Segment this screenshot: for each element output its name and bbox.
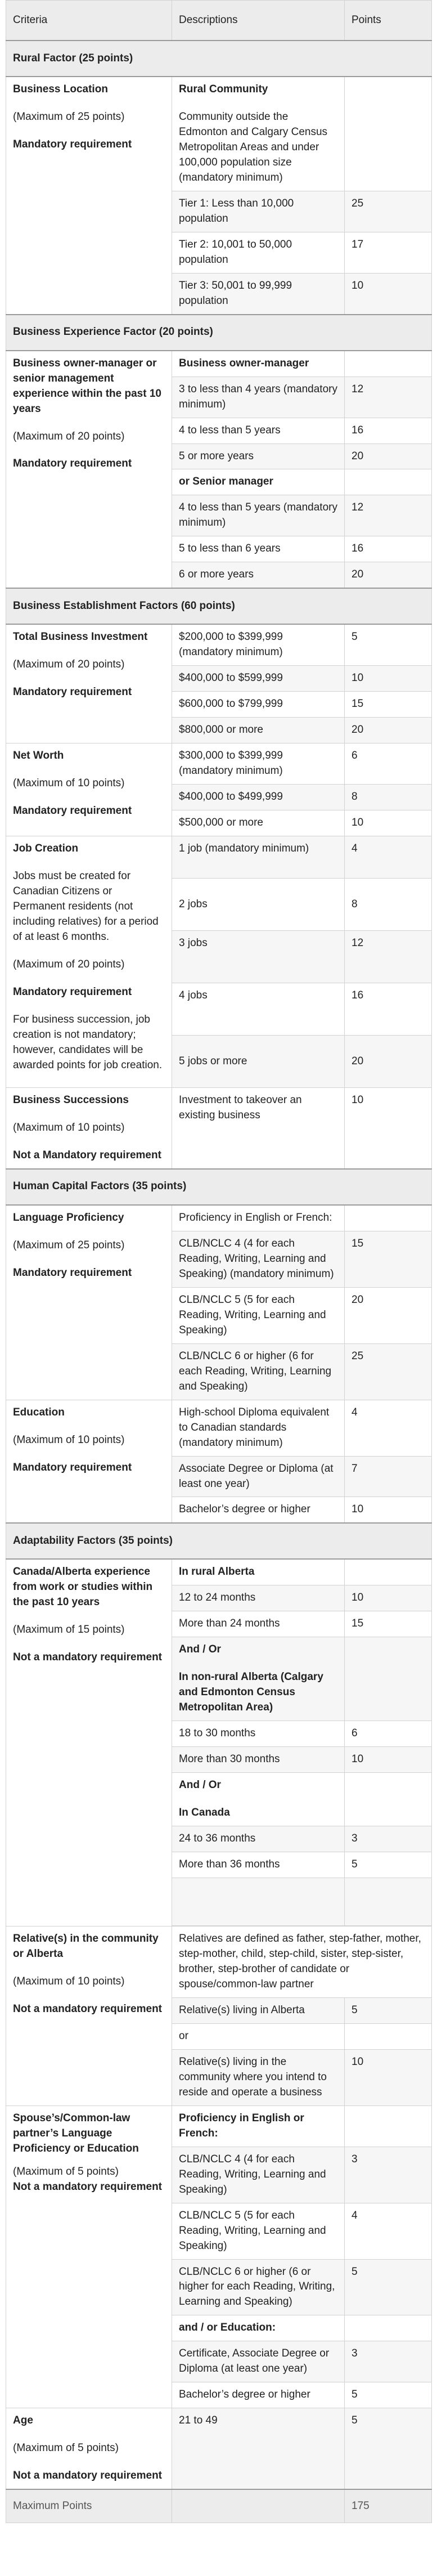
description-heading bbox=[172, 1637, 345, 1721]
criteria-max: (Maximum of 25 points) bbox=[13, 110, 125, 123]
points-cell: 10 bbox=[345, 273, 432, 314]
table-header-row bbox=[6, 1, 432, 41]
points-cell: 16 bbox=[345, 536, 432, 562]
description-cell: $800,000 or more bbox=[172, 718, 345, 743]
table-row bbox=[6, 1205, 432, 1231]
points-cell: 10 bbox=[345, 1088, 432, 1169]
description-cell: Bachelor’s degree or higher bbox=[172, 1497, 345, 1523]
points-cell: 20 bbox=[345, 1287, 432, 1343]
criteria-name: Net Worth bbox=[13, 750, 64, 762]
points-cell: 5 bbox=[345, 2382, 432, 2408]
description-cell: CLB/NCLC 5 (5 for each Reading, Writing, Learning and Speaking) bbox=[172, 2203, 345, 2259]
section-row bbox=[6, 588, 432, 624]
description-cell: 21 to 49 bbox=[172, 2408, 345, 2489]
points-cell: 5 bbox=[345, 1997, 432, 2023]
section-title: Business Establishment Factors (60 points) bbox=[6, 588, 432, 624]
points-cell: 16 bbox=[345, 418, 432, 443]
points-cell: 17 bbox=[345, 232, 432, 273]
points-cell: 5 bbox=[345, 2259, 432, 2315]
points-cell bbox=[345, 1773, 432, 1826]
criteria-requirement: Mandatory requirement bbox=[13, 458, 132, 470]
criteria-max: (Maximum of 20 points) bbox=[13, 958, 125, 970]
points-cell: 15 bbox=[345, 1231, 432, 1287]
criteria-requirement: Not a mandatory requirement bbox=[13, 2180, 162, 2193]
criteria-note: For business succession, job creation is not mandatory; however, candidates will be awarded points for job creation. bbox=[13, 1013, 163, 1071]
points-cell: 7 bbox=[345, 1456, 432, 1497]
maximum-points-row bbox=[6, 2489, 432, 2523]
criteria-max: (Maximum of 5 points) bbox=[13, 2165, 119, 2178]
descriptions-header: Descriptions bbox=[172, 1, 345, 41]
criteria-name: Canada/Alberta experience from work or studies within the past 10 years bbox=[13, 1566, 153, 1609]
points-cell: 6 bbox=[345, 743, 432, 785]
table-row bbox=[6, 1559, 432, 1585]
criteria-requirement: Mandatory requirement bbox=[13, 1461, 132, 1473]
criteria-name: Total Business Investment bbox=[13, 631, 148, 643]
points-cell: 15 bbox=[345, 692, 432, 718]
description-cell: 4 jobs bbox=[172, 983, 345, 1036]
section-row bbox=[6, 41, 432, 77]
description-cell: More than 24 months bbox=[172, 1611, 345, 1637]
points-cell bbox=[345, 2315, 432, 2341]
criteria-requirement: Not a mandatory requirement bbox=[13, 2470, 162, 2482]
criteria-max: (Maximum of 10 points) bbox=[13, 1433, 125, 1446]
criteria-requirement: Mandatory requirement bbox=[13, 686, 132, 698]
description-cell: CLB/NCLC 5 (5 for each Reading, Writing, Learning and Speaking) bbox=[172, 1287, 345, 1343]
points-cell: 6 bbox=[345, 1721, 432, 1747]
criteria-name: Job Creation bbox=[13, 843, 79, 855]
criteria-cell bbox=[6, 77, 172, 315]
table-row bbox=[6, 2408, 432, 2489]
points-cell: 15 bbox=[345, 1611, 432, 1637]
criteria-name: Relative(s) in the community or Alberta bbox=[13, 1933, 159, 1960]
description-cell: Associate Degree or Diploma (at least one year) bbox=[172, 1456, 345, 1497]
points-cell: 3 bbox=[345, 2147, 432, 2203]
description-cell: or bbox=[172, 2023, 345, 2049]
description-cell: $600,000 to $799,999 bbox=[172, 692, 345, 718]
points-cell bbox=[345, 351, 432, 377]
maximum-points-spacer bbox=[172, 2489, 345, 2523]
description-cell: 24 to 36 months bbox=[172, 1826, 345, 1852]
points-cell bbox=[345, 1205, 432, 1231]
criteria-max: (Maximum of 20 points) bbox=[13, 430, 125, 442]
section-row bbox=[6, 1523, 432, 1559]
criteria-requirement: Not a mandatory requirement bbox=[13, 2002, 162, 2015]
criteria-name: Business Location bbox=[13, 83, 108, 95]
table-row bbox=[6, 2105, 432, 2147]
points-cell: 20 bbox=[345, 443, 432, 469]
table-row bbox=[6, 77, 432, 191]
points-cell bbox=[345, 2023, 432, 2049]
points-cell bbox=[345, 469, 432, 495]
section-title: Adaptability Factors (35 points) bbox=[6, 1523, 432, 1559]
points-cell: 8 bbox=[345, 785, 432, 810]
criteria-max: (Maximum of 25 points) bbox=[13, 1239, 125, 1251]
table-row bbox=[6, 1927, 432, 1998]
points-cell: 5 bbox=[345, 1852, 432, 1878]
points-header: Points bbox=[345, 1, 432, 41]
description-cell: Tier 2: 10,001 to 50,000 population bbox=[172, 232, 345, 273]
description-heading: and / or Education: bbox=[172, 2315, 345, 2341]
points-cell: 8 bbox=[345, 879, 432, 931]
table-row bbox=[6, 624, 432, 665]
description-heading: In rural Alberta bbox=[172, 1559, 345, 1585]
description-cell: Investment to takeover an existing business bbox=[172, 1088, 345, 1169]
criteria-name: Business Successions bbox=[13, 1094, 129, 1106]
maximum-points-value: 175 bbox=[345, 2489, 432, 2523]
description-cell: $400,000 to $499,999 bbox=[172, 785, 345, 810]
points-cell: 5 bbox=[345, 624, 432, 665]
table-row bbox=[6, 1400, 432, 1456]
description-cell: More than 36 months bbox=[172, 1852, 345, 1878]
description-cell: 5 jobs or more bbox=[172, 1036, 345, 1088]
points-cell: 20 bbox=[345, 718, 432, 743]
points-table bbox=[6, 0, 432, 2523]
connector-text: And / Or bbox=[179, 1779, 221, 1791]
description-cell: 1 job (mandatory minimum) bbox=[172, 836, 345, 879]
description-cell: CLB/NCLC 6 or higher (6 for each Reading, Writing, Learning and Speaking) bbox=[172, 1343, 345, 1400]
criteria-requirement: Mandatory requirement bbox=[13, 805, 132, 817]
criteria-max: (Maximum of 10 points) bbox=[13, 777, 125, 790]
criteria-max: (Maximum of 20 points) bbox=[13, 658, 125, 671]
criteria-cell bbox=[6, 836, 172, 1088]
description-heading bbox=[172, 1773, 345, 1826]
description-heading: Proficiency in English or French: bbox=[172, 2105, 345, 2147]
points-cell: 10 bbox=[345, 2049, 432, 2105]
section-row bbox=[6, 1169, 432, 1205]
points-cell: 16 bbox=[345, 983, 432, 1036]
description-cell: 2 jobs bbox=[172, 879, 345, 931]
points-cell: 10 bbox=[345, 1747, 432, 1773]
section-title: Human Capital Factors (35 points) bbox=[6, 1169, 432, 1205]
points-cell: 5 bbox=[345, 2408, 432, 2489]
description-cell: $300,000 to $399,999 (mandatory minimum) bbox=[172, 743, 345, 785]
description-cell: 5 to less than 6 years bbox=[172, 536, 345, 562]
points-cell bbox=[345, 2105, 432, 2147]
criteria-cell bbox=[6, 624, 172, 743]
criteria-cell bbox=[6, 1205, 172, 1400]
criteria-cell bbox=[6, 2408, 172, 2489]
criteria-requirement: Mandatory requirement bbox=[13, 1266, 132, 1279]
criteria-note: Jobs must be created for Canadian Citizens or Permanent residents (not including relatives) for a period of at least 6 months. bbox=[13, 870, 159, 943]
points-cell: 25 bbox=[345, 191, 432, 232]
criteria-cell bbox=[6, 351, 172, 589]
criteria-cell bbox=[6, 1400, 172, 1523]
points-cell: 10 bbox=[345, 1585, 432, 1611]
points-cell: 4 bbox=[345, 1400, 432, 1456]
description-cell: 18 to 30 months bbox=[172, 1721, 345, 1747]
points-cell: 3 bbox=[345, 1826, 432, 1852]
description-cell: 5 or more years bbox=[172, 443, 345, 469]
criteria-requirement: Mandatory requirement bbox=[13, 138, 132, 150]
description-cell: High-school Diploma equivalent to Canadian standards (mandatory minimum) bbox=[172, 1400, 345, 1456]
criteria-requirement: Not a mandatory requirement bbox=[13, 1651, 162, 1664]
description-text: Community outside the Edmonton and Calgary Census Metropolitan Areas and under 100,000 population size (mandatory minimum) bbox=[179, 110, 328, 183]
points-cell: 10 bbox=[345, 1497, 432, 1523]
criteria-name: Education bbox=[13, 1406, 65, 1418]
criteria-max: (Maximum of 5 points) bbox=[13, 2442, 119, 2454]
criteria-cell bbox=[6, 1088, 172, 1169]
description-cell: $400,000 to $599,999 bbox=[172, 666, 345, 692]
description-heading: or Senior manager bbox=[172, 469, 345, 495]
criteria-cell bbox=[6, 1927, 172, 2106]
points-cell: 20 bbox=[345, 562, 432, 588]
description-cell: $500,000 or more bbox=[172, 810, 345, 836]
description-cell: CLB/NCLC 4 (4 for each Reading, Writing, Learning and Speaking) bbox=[172, 2147, 345, 2203]
points-cell bbox=[345, 1637, 432, 1721]
description-cell: 6 or more years bbox=[172, 562, 345, 588]
points-cell: 12 bbox=[345, 495, 432, 536]
criteria-max: (Maximum of 10 points) bbox=[13, 1122, 125, 1134]
description-cell: 4 to less than 5 years bbox=[172, 418, 345, 443]
criteria-cell bbox=[6, 2105, 172, 2408]
points-cell: 4 bbox=[345, 836, 432, 879]
criteria-cell bbox=[6, 743, 172, 836]
criteria-cell bbox=[6, 1559, 172, 1926]
description-cell: 3 to less than 4 years (mandatory minimum) bbox=[172, 377, 345, 418]
description-cell: Relatives are defined as father, step-father, mother, step-mother, child, step-child, sister, step-sister, brother, step-brother of candidate or spouse/common-law partner bbox=[172, 1927, 432, 1998]
description-cell bbox=[172, 77, 345, 191]
section-title: Rural Factor (25 points) bbox=[6, 41, 432, 77]
table-row bbox=[6, 743, 432, 785]
section-title: Business Experience Factor (20 points) bbox=[6, 315, 432, 351]
criteria-max: (Maximum of 10 points) bbox=[13, 1975, 125, 1987]
description-heading: Proficiency in English or French: bbox=[172, 1205, 345, 1231]
criteria-name: Spouse’s/Common-law partner’s Language Proficiency or Education bbox=[13, 2112, 139, 2154]
description-cell: More than 30 months bbox=[172, 1747, 345, 1773]
criteria-name: Age bbox=[13, 2414, 33, 2427]
description-cell: Bachelor’s degree or higher bbox=[172, 2382, 345, 2408]
points-cell: 25 bbox=[345, 1343, 432, 1400]
description-heading: Business owner-manager bbox=[172, 351, 345, 377]
maximum-points-label: Maximum Points bbox=[6, 2489, 172, 2523]
points-cell: 12 bbox=[345, 377, 432, 418]
points-cell: 10 bbox=[345, 666, 432, 692]
points-cell: 12 bbox=[345, 931, 432, 983]
subsection-heading: In non-rural Alberta (Calgary and Edmonton Census Metropolitan Area) bbox=[179, 1671, 323, 1714]
description-cell: Tier 1: Less than 10,000 population bbox=[172, 191, 345, 232]
description-cell: Relative(s) living in Alberta bbox=[172, 1997, 345, 2023]
section-row bbox=[6, 315, 432, 351]
points-cell bbox=[345, 1559, 432, 1585]
description-cell: CLB/NCLC 4 (4 for each Reading, Writing, Learning and Speaking) (mandatory minimum) bbox=[172, 1231, 345, 1287]
points-cell bbox=[345, 1878, 432, 1926]
description-cell bbox=[172, 1878, 345, 1926]
description-cell: 12 to 24 months bbox=[172, 1585, 345, 1611]
description-cell: 3 jobs bbox=[172, 931, 345, 983]
points-cell: 4 bbox=[345, 2203, 432, 2259]
table-body bbox=[6, 41, 432, 2523]
points-cell: 3 bbox=[345, 2341, 432, 2382]
description-cell: Relative(s) living in the community where you intend to reside and operate a business bbox=[172, 2049, 345, 2105]
criteria-requirement: Not a Mandatory requirement bbox=[13, 1149, 161, 1161]
criteria-requirement: Mandatory requirement bbox=[13, 985, 132, 998]
criteria-max: (Maximum of 15 points) bbox=[13, 1624, 125, 1636]
points-cell bbox=[345, 77, 432, 191]
table-row bbox=[6, 1088, 432, 1169]
table-row bbox=[6, 351, 432, 377]
points-cell: 20 bbox=[345, 1036, 432, 1088]
description-cell: Tier 3: 50,001 to 99,999 population bbox=[172, 273, 345, 314]
criteria-name: Business owner-manager or senior management experience within the past 10 years bbox=[13, 357, 161, 415]
subsection-heading: In Canada bbox=[179, 1807, 230, 1819]
connector-text: And / Or bbox=[179, 1643, 221, 1656]
description-heading: Rural Community bbox=[179, 83, 268, 95]
points-cell: 10 bbox=[345, 810, 432, 836]
description-cell: Certificate, Associate Degree or Diploma (at least one year) bbox=[172, 2341, 345, 2382]
description-cell: 4 to less than 5 years (mandatory minimum) bbox=[172, 495, 345, 536]
criteria-header: Criteria bbox=[6, 1, 172, 41]
description-cell: $200,000 to $399,999 (mandatory minimum) bbox=[172, 624, 345, 665]
criteria-name: Language Proficiency bbox=[13, 1211, 124, 1224]
description-cell: CLB/NCLC 6 or higher (6 or higher for each Reading, Writing, Learning and Speaking) bbox=[172, 2259, 345, 2315]
table-row bbox=[6, 836, 432, 879]
